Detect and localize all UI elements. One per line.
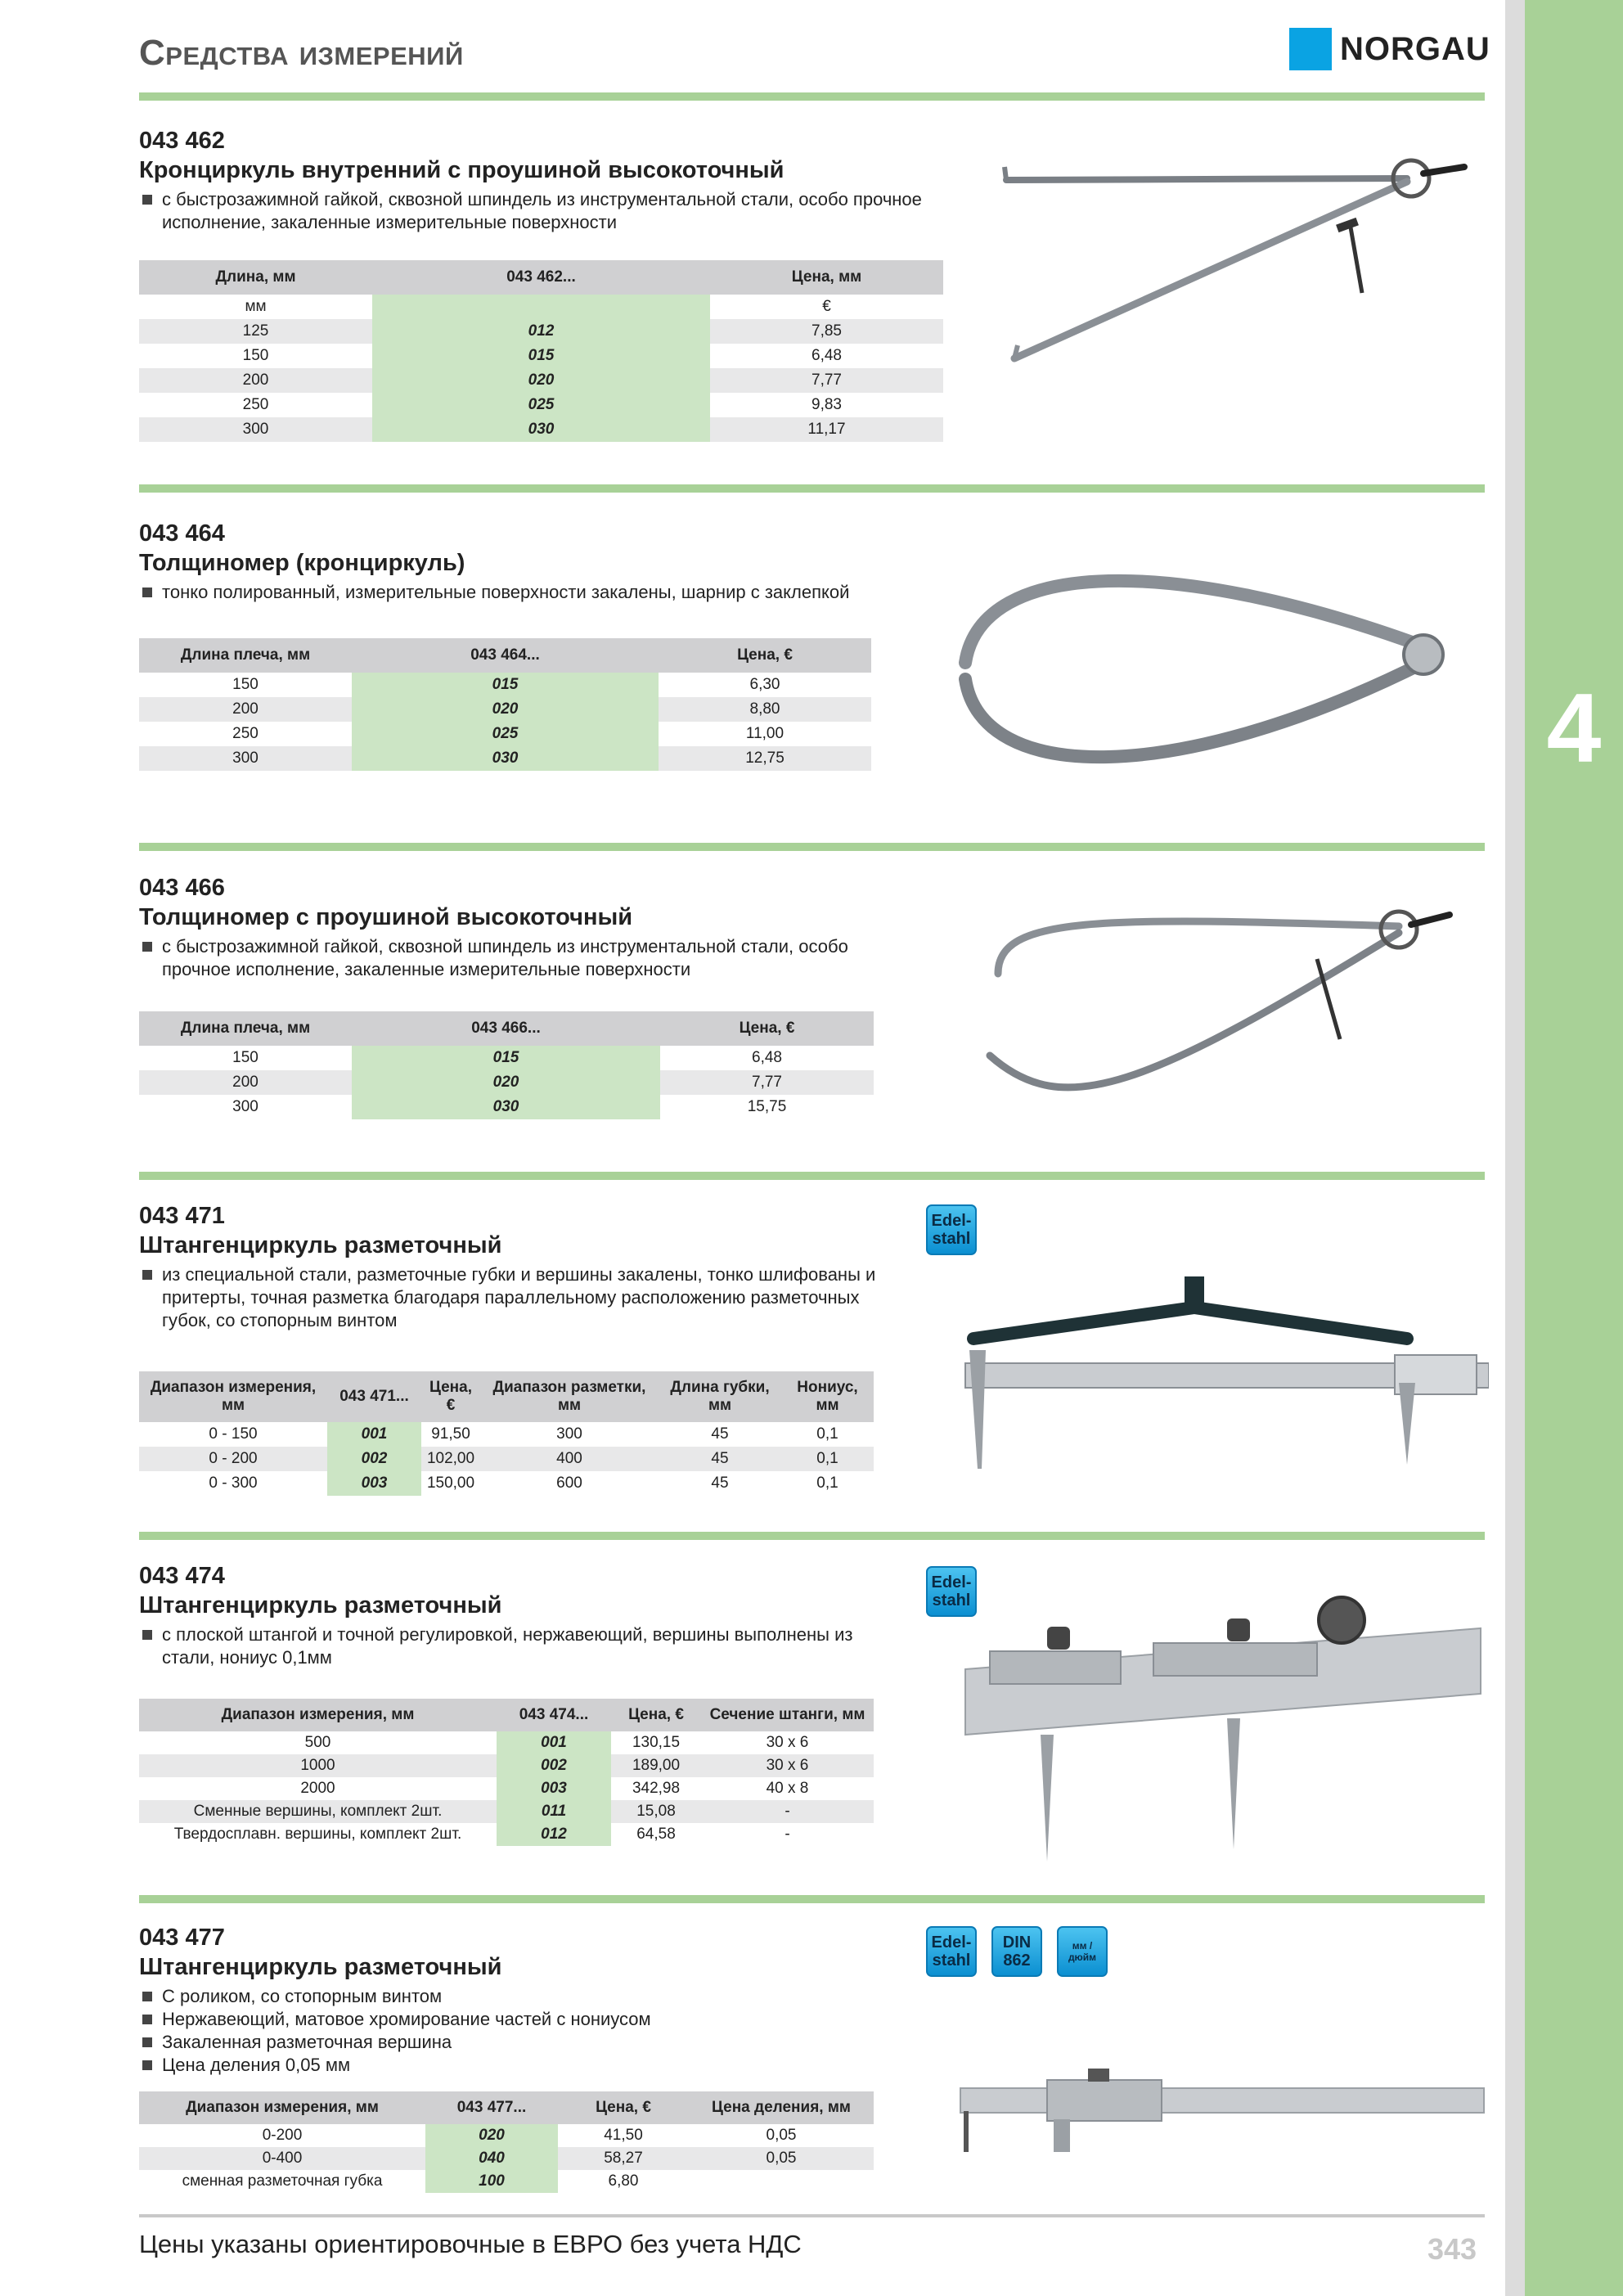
product-043466 <box>139 873 957 981</box>
table-cell: 200 <box>139 368 372 393</box>
table-header-row <box>139 260 943 295</box>
price-cell: 11,17 <box>710 417 943 442</box>
column-header: Сечение штанги, мм <box>701 1699 874 1731</box>
table-row <box>139 2147 874 2170</box>
price-cell: 6,48 <box>812 347 842 364</box>
table-cell: 125 <box>139 319 372 344</box>
table-cell: 30 x 6 <box>766 1734 809 1751</box>
feature-item: Нержавеющий, матовое хромирование частей с нониусом <box>139 2008 892 2031</box>
mm-inch-badge <box>1057 1926 1108 1977</box>
feature-item: с быстрозажимной гайкой, сквозной шпиндель из инструментальной стали, особо прочное исполнение, закаленные измерительные поверхности <box>139 188 957 234</box>
product-code: 043 464 <box>139 520 225 547</box>
table-cell: 300 <box>139 417 372 442</box>
product-name: Толщиномер (кронциркуль) <box>139 550 465 576</box>
column-header: Диапазон измерения, мм <box>139 1371 327 1422</box>
order-code: 015 <box>352 673 659 697</box>
product-043462 <box>139 126 957 234</box>
product-name: Штангенциркуль разметочный <box>139 1592 502 1618</box>
feature-list <box>139 581 957 604</box>
din-862-badge <box>991 1926 1042 1977</box>
table-row <box>139 368 943 393</box>
price-cell: 9,83 <box>812 396 842 413</box>
column-header: Диапазон измерения, мм <box>139 1699 497 1731</box>
badge-label: DIN 862 <box>1002 1934 1032 1970</box>
footer-divider <box>139 2214 1485 2217</box>
order-code: 001 <box>497 1731 611 1754</box>
table-cell: сменная разметочная губка <box>182 2172 383 2190</box>
table-cell: 2000 <box>300 1780 335 1797</box>
column-header: Цена, € <box>611 1699 701 1731</box>
table-row <box>139 722 871 746</box>
section-divider <box>139 1895 1485 1903</box>
table-cell: € <box>822 298 831 315</box>
section-divider <box>139 1172 1485 1180</box>
order-code: 012 <box>497 1823 611 1846</box>
order-code: 003 <box>497 1777 611 1800</box>
column-header: 043 464... <box>352 638 659 673</box>
product-043464 <box>139 519 957 604</box>
order-code: 015 <box>352 1046 660 1070</box>
column-header: 043 474... <box>497 1699 611 1731</box>
feature-item: С роликом, со стопорным винтом <box>139 1985 892 2008</box>
column-header: Цена деления, мм <box>689 2091 874 2124</box>
price-cell: 7,85 <box>710 319 943 344</box>
order-code: 020 <box>372 368 710 393</box>
price-cell: 91,50 <box>431 1425 470 1443</box>
price-cell: 7,77 <box>710 368 943 393</box>
table-row <box>139 1731 874 1754</box>
order-code: 001 <box>327 1422 421 1447</box>
price-cell: 15,08 <box>611 1800 701 1823</box>
price-cell: 12,75 <box>659 746 871 771</box>
marking-caliper-image <box>949 1268 1489 1481</box>
table-cell <box>372 295 710 319</box>
table-row <box>139 2124 874 2147</box>
column-header: 043 466... <box>352 1011 660 1046</box>
spring-caliper-image <box>965 884 1472 1105</box>
table-header-row <box>139 638 871 673</box>
column-header: 043 471... <box>327 1371 421 1422</box>
order-code: 030 <box>352 1095 660 1119</box>
brand-name: NORGAU <box>1340 30 1490 67</box>
page-title: Средства измерений <box>139 33 464 73</box>
column-header: Длина, мм <box>139 260 372 295</box>
table-row <box>139 1095 874 1119</box>
table-cell: 400 <box>480 1447 659 1471</box>
table-header-row <box>139 1699 874 1731</box>
feature-item: Цена деления 0,05 мм <box>139 2054 892 2077</box>
table-cell: 0-400 <box>139 2147 425 2170</box>
table-cell: 0 - 300 <box>209 1474 258 1492</box>
flat-beam-marking-caliper-image <box>957 1579 1489 1874</box>
table-cell: 500 <box>304 1734 331 1751</box>
table-cell: Твердосплавн. вершины, комплект 2шт. <box>173 1826 462 1843</box>
table-cell: 200 <box>139 697 352 722</box>
table-header-row <box>139 1011 874 1046</box>
table-row <box>139 417 943 442</box>
order-code: 020 <box>425 2124 558 2147</box>
table-row <box>139 746 871 771</box>
order-code: 030 <box>372 417 710 442</box>
feature-list <box>139 1623 892 1669</box>
feature-item: Закаленная разметочная вершина <box>139 2031 892 2054</box>
spec-table-043477 <box>139 2091 874 2193</box>
column-header: Диапазон измерения, мм <box>139 2091 425 2124</box>
price-cell: 102,00 <box>421 1447 480 1471</box>
price-cell: 58,27 <box>558 2147 689 2170</box>
spec-table-043466 <box>139 1011 874 1119</box>
table-cell: - <box>701 1800 874 1823</box>
badge-label: Edel-stahl <box>931 1212 972 1248</box>
price-cell: 6,80 <box>608 2172 639 2190</box>
table-row <box>139 2170 874 2193</box>
column-header: Длина губки, мм <box>659 1371 781 1422</box>
feature-item: с плоской штангой и точной регулировкой, нержавеющий, вершины выполнены из стали, нониус 0,1мм <box>139 1623 892 1669</box>
table-header-row <box>139 1371 874 1422</box>
table-cell: 300 <box>556 1425 582 1443</box>
page-number: 343 <box>1427 2232 1477 2266</box>
price-cell: 41,50 <box>604 2127 643 2144</box>
order-code: 011 <box>497 1800 611 1823</box>
badge-label: Edel-stahl <box>931 1573 972 1609</box>
column-header: 043 462... <box>372 260 710 295</box>
table-cell: 0,1 <box>816 1425 838 1443</box>
side-divider <box>1505 0 1525 2296</box>
badge-label: мм / дюйм <box>1068 1940 1097 1963</box>
feature-item: тонко полированный, измерительные поверхности закалены, шарнир с заклепкой <box>139 581 957 604</box>
product-name: Толщиномер с проушиной высокоточный <box>139 904 633 930</box>
table-row <box>139 1754 874 1777</box>
product-043471 <box>139 1201 892 1332</box>
product-code: 043 474 <box>139 1563 225 1589</box>
spec-table-043474 <box>139 1699 874 1846</box>
order-code: 100 <box>425 2170 558 2193</box>
table-cell: 150 <box>232 676 259 693</box>
price-cell: 64,58 <box>636 1826 676 1843</box>
table-cell: 45 <box>659 1447 781 1471</box>
product-043474 <box>139 1561 892 1669</box>
column-header: Цена, € <box>659 638 871 673</box>
product-name: Штангенциркуль разметочный <box>139 1954 502 1980</box>
table-cell: 0 - 150 <box>209 1425 258 1443</box>
product-name: Штангенциркуль разметочный <box>139 1232 502 1258</box>
table-cell: 200 <box>139 1070 352 1095</box>
feature-list <box>139 935 892 981</box>
column-header: Цена, € <box>558 2091 689 2124</box>
price-cell: 11,00 <box>745 725 785 742</box>
order-code: 025 <box>352 722 659 746</box>
inside-caliper-image <box>990 139 1481 385</box>
table-cell: 30 x 6 <box>701 1754 874 1777</box>
table-cell: мм <box>245 298 267 315</box>
feature-list <box>139 188 957 234</box>
table-header-row <box>139 2091 874 2124</box>
table-cell: 250 <box>232 725 259 742</box>
price-cell: 130,15 <box>632 1734 681 1751</box>
table-row <box>139 319 943 344</box>
order-code: 003 <box>327 1471 421 1496</box>
table-row <box>139 1422 874 1447</box>
table-row <box>139 1777 874 1800</box>
table-row <box>139 1800 874 1823</box>
table-row <box>139 1823 874 1846</box>
column-header: Цена, € <box>421 1371 480 1422</box>
roller-marking-caliper-image <box>957 2062 1489 2160</box>
table-cell: 300 <box>139 746 352 771</box>
order-code: 020 <box>352 1070 660 1095</box>
table-cell: 250 <box>242 396 269 413</box>
edelstahl-badge <box>926 1204 977 1255</box>
price-cell: 15,75 <box>747 1098 787 1115</box>
table-cell: 45 <box>711 1474 729 1492</box>
table-cell <box>689 2170 874 2193</box>
product-code: 043 466 <box>139 875 225 901</box>
table-row <box>139 344 943 368</box>
order-code: 002 <box>327 1447 421 1471</box>
table-cell: 0,1 <box>781 1447 874 1471</box>
table-row <box>139 1471 874 1496</box>
table-cell: 0,1 <box>816 1474 838 1492</box>
order-code: 002 <box>497 1754 611 1777</box>
table-cell: 0,05 <box>689 2147 874 2170</box>
price-cell: 6,48 <box>752 1049 782 1066</box>
product-code: 043 471 <box>139 1203 225 1229</box>
table-row <box>139 1447 874 1471</box>
table-cell: 0,05 <box>766 2127 797 2144</box>
table-row <box>139 295 943 319</box>
order-code: 030 <box>352 746 659 771</box>
feature-item: с быстрозажимной гайкой, сквозной шпиндель из инструментальной стали, особо прочное исполнение, закаленные измерительные поверхности <box>139 935 892 981</box>
column-header: 043 477... <box>425 2091 558 2124</box>
product-code: 043 462 <box>139 128 225 154</box>
column-header: Длина плеча, мм <box>139 638 352 673</box>
feature-list <box>139 1263 892 1332</box>
spec-table-043471 <box>139 1371 874 1496</box>
table-row <box>139 673 871 697</box>
price-cell: 8,80 <box>659 697 871 722</box>
spec-table-043462 <box>139 260 943 442</box>
section-divider <box>139 1532 1485 1540</box>
price-cell: 342,98 <box>632 1780 681 1797</box>
product-code: 043 477 <box>139 1925 225 1951</box>
product-name: Кронциркуль внутренний с проушиной высокоточный <box>139 157 785 183</box>
brand-logo <box>1289 28 1490 70</box>
column-header: Нониус, мм <box>781 1371 874 1422</box>
table-cell: 150 <box>242 347 269 364</box>
feature-list <box>139 1985 892 2077</box>
spec-table-043464 <box>139 638 871 771</box>
price-cell: 6,30 <box>749 676 780 693</box>
brand-square-icon <box>1289 28 1332 70</box>
price-cell: 7,77 <box>660 1070 874 1095</box>
order-code: 012 <box>372 319 710 344</box>
table-cell: 1000 <box>139 1754 497 1777</box>
footer-note: Цены указаны ориентировочные в ЕВРО без учета НДС <box>139 2230 802 2258</box>
order-code: 025 <box>372 393 710 417</box>
outside-caliper-image <box>933 540 1472 802</box>
table-cell: 600 <box>556 1474 582 1492</box>
table-cell: 40 x 8 <box>766 1780 809 1797</box>
order-code: 015 <box>372 344 710 368</box>
chapter-tab[interactable] <box>1525 0 1623 2296</box>
table-row <box>139 1070 874 1095</box>
table-cell: 0 - 200 <box>139 1447 327 1471</box>
column-header: Цена, € <box>660 1011 874 1046</box>
table-cell: - <box>785 1826 790 1843</box>
table-row <box>139 697 871 722</box>
column-header: Цена, мм <box>710 260 943 295</box>
table-cell: 150 <box>232 1049 259 1066</box>
table-cell: 300 <box>232 1098 259 1115</box>
table-cell: 0-200 <box>262 2127 303 2144</box>
edelstahl-badge <box>926 1926 977 1977</box>
product-043477 <box>139 1923 892 2077</box>
chapter-number: 4 <box>1546 673 1602 783</box>
section-divider <box>139 92 1485 101</box>
table-cell: Сменные вершины, комплект 2шт. <box>139 1800 497 1823</box>
feature-item: из специальной стали, разметочные губки и вершины закалены, тонко шлифованы и притерты, точная разметка благодаря параллельному расположению разметочных губок, со стопорным винтом <box>139 1263 892 1332</box>
price-cell: 150,00 <box>426 1474 475 1492</box>
badge-label: Edel-stahl <box>931 1934 972 1970</box>
table-row <box>139 1046 874 1070</box>
column-header: Диапазон разметки, мм <box>480 1371 659 1422</box>
table-cell: 45 <box>711 1425 729 1443</box>
section-divider <box>139 843 1485 851</box>
section-divider <box>139 484 1485 493</box>
order-code: 040 <box>425 2147 558 2170</box>
order-code: 020 <box>352 697 659 722</box>
table-row <box>139 393 943 417</box>
column-header: Длина плеча, мм <box>139 1011 352 1046</box>
price-cell: 189,00 <box>611 1754 701 1777</box>
